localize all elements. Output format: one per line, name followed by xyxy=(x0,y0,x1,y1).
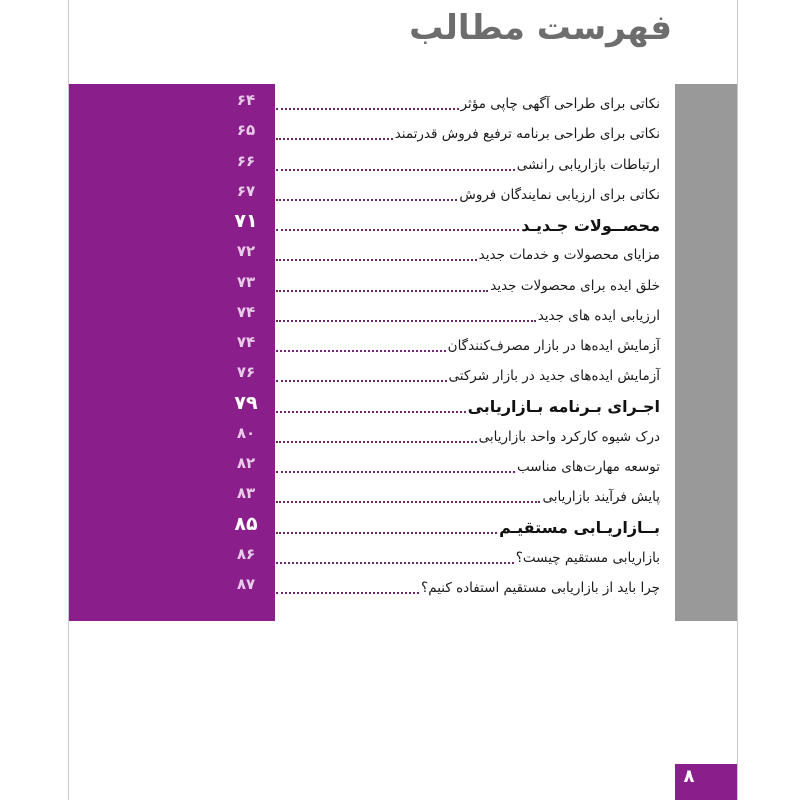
toc-entry-title: توسعه مهارت‌های مناسب xyxy=(517,459,660,475)
toc-entry-line xyxy=(276,543,660,573)
toc-page-number: ۸۶ xyxy=(236,544,256,563)
toc-entry-line xyxy=(276,210,660,240)
toc-entry-title: اجـرای بـرنامه بـازاریابی xyxy=(467,397,660,416)
toc-entry-title: ارزیابی ایده های جدید xyxy=(537,307,660,324)
toc-entry-line xyxy=(276,513,660,543)
dot-leader xyxy=(276,441,477,443)
toc-entry-line xyxy=(276,482,660,512)
toc-entry[interactable] xyxy=(0,119,800,149)
dot-leader xyxy=(276,380,447,382)
toc-entry-line xyxy=(276,301,660,331)
toc-entry-line xyxy=(276,271,660,301)
toc-entry-title: خلق ایده برای محصولات جدید xyxy=(490,277,660,294)
footer-page-number: ۸ xyxy=(683,766,695,787)
dot-leader xyxy=(276,108,459,110)
toc-entry-line xyxy=(276,150,660,180)
dot-leader xyxy=(276,138,393,140)
dot-leader xyxy=(276,290,488,292)
toc-entry[interactable] xyxy=(0,89,800,119)
toc-entry-title: نکاتی برای ارزیابی نمایندگان فروش xyxy=(459,186,660,203)
dot-leader xyxy=(276,501,540,503)
toc-entry-line xyxy=(276,392,660,422)
toc-entry[interactable] xyxy=(0,150,800,180)
toc-entry-title: محصــولات جـدیـد xyxy=(521,215,660,235)
toc-entry-title: مزایای محصولات و خدمات جدید xyxy=(478,247,660,264)
toc-entry[interactable] xyxy=(0,543,800,573)
toc-entry-title: آزمایش ایده‌ها در بازار مصرف‌کنندگان xyxy=(447,338,660,354)
toc-entry-title: بــازاریـابی مستقیـم xyxy=(499,518,660,537)
toc-entry-title: ارتباطات بازاریابی رانشی xyxy=(516,156,660,173)
toc-page-number: ۶۵ xyxy=(236,121,256,140)
toc-entry[interactable] xyxy=(0,422,800,452)
dot-leader xyxy=(276,199,457,201)
toc-entry[interactable] xyxy=(0,452,800,482)
toc-entry[interactable] xyxy=(0,301,800,331)
toc-page-number: ۷۱ xyxy=(234,210,258,232)
toc-entry-title: بازاریابی مستقیم چیست؟ xyxy=(515,549,660,566)
toc-entry[interactable] xyxy=(0,482,800,512)
toc-section-heading[interactable] xyxy=(0,392,800,422)
dot-leader xyxy=(276,471,515,473)
toc-page-number: ۶۴ xyxy=(236,91,256,109)
toc-entry-line xyxy=(276,240,660,270)
toc-entry-line xyxy=(276,361,660,391)
toc-page-number: ۶۶ xyxy=(236,151,256,170)
dot-leader xyxy=(276,532,497,534)
toc-entry-line xyxy=(276,119,660,149)
page-title: فهرست مطالب xyxy=(409,8,672,48)
toc-page-number: ۸۳ xyxy=(236,484,256,503)
toc-entry-line xyxy=(276,331,660,361)
toc-page-number: ۷۹ xyxy=(234,391,258,414)
toc-entry[interactable] xyxy=(0,180,800,210)
toc-entry-title: نکاتی برای طراحی آگهی چاپی مؤثر xyxy=(460,96,660,112)
toc-entry-line xyxy=(276,89,660,119)
toc-entry-line xyxy=(276,452,660,482)
toc-entry[interactable] xyxy=(0,331,800,361)
toc-page-number: ۷۳ xyxy=(236,272,256,291)
dot-leader xyxy=(276,320,536,322)
toc-entry-title: نکاتی برای طراحی برنامه ترفیع فروش قدرتمند xyxy=(394,126,660,143)
dot-leader xyxy=(276,350,446,352)
toc-page-number: ۷۴ xyxy=(236,333,256,351)
toc-entry[interactable] xyxy=(0,573,800,603)
toc-entry-title: چرا باید از بازاریابی مستقیم استفاده کنیم؟ xyxy=(421,580,660,596)
toc-page-number: ۸۷ xyxy=(236,575,256,593)
toc-entry[interactable] xyxy=(0,361,800,391)
dot-leader xyxy=(276,411,466,413)
toc-page-number: ۶۷ xyxy=(236,181,256,200)
toc-entry-line xyxy=(276,180,660,210)
dot-leader xyxy=(276,562,514,564)
toc-entry-line xyxy=(276,573,660,603)
toc-page-number: ۷۲ xyxy=(236,242,256,261)
toc-entry-line xyxy=(276,422,660,452)
toc-page-number: ۷۴ xyxy=(236,302,256,321)
toc-page-number: ۸۲ xyxy=(236,454,256,472)
toc-entry-title: درک شیوه کارکرد واحد بازاریابی xyxy=(478,428,660,445)
toc-page-number: ۷۶ xyxy=(236,363,256,382)
dot-leader xyxy=(276,229,519,231)
toc-page-number: ۸۵ xyxy=(234,512,258,535)
dot-leader xyxy=(276,259,477,261)
toc-page-number: ۸۰ xyxy=(236,423,256,442)
dot-leader xyxy=(276,169,515,171)
toc-entry-title: پایش فرآیند بازاریابی xyxy=(542,489,660,506)
toc-entry[interactable] xyxy=(0,271,800,301)
toc-section-heading[interactable] xyxy=(0,210,800,240)
toc-entry-title: آزمایش ایده‌های جدید در بازار شرکتی xyxy=(448,368,660,385)
toc-section-heading[interactable] xyxy=(0,513,800,543)
toc-entry[interactable] xyxy=(0,240,800,270)
dot-leader xyxy=(276,592,419,594)
